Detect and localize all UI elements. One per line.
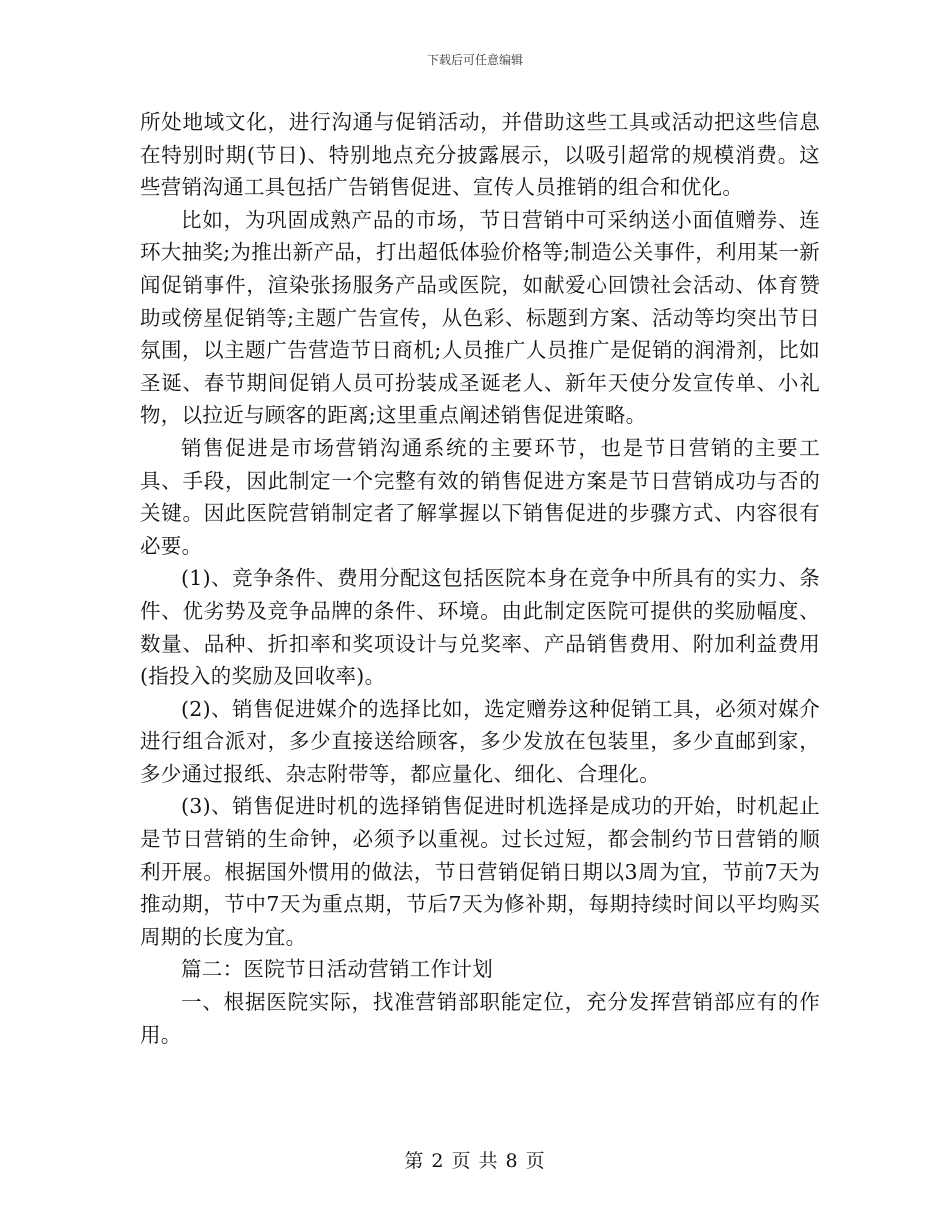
paragraph-sales-promotion: 销售促进是市场营销沟通系统的主要环节，也是节日营销的主要工具、手段，因此制定一个完整有效的销售促进方案是节日营销成功与否的关键。因此医院营销制定者了解掌握以下销售促进的步骤方式、内容很有必要。 (140, 435, 820, 558)
section-heading: 篇二：医院节日活动营销工作计划 (181, 957, 493, 982)
paragraph-item-3: (3)、销售促进时机的选择销售促进时机选择是成功的开始，时机起止是节日营销的生命钟，必须予以重视。过长过短，都会制约节日营销的顺利开展。根据国外惯用的做法，节日营销促销日期以3周为宜，节前7天为推动期，节中7天为重点期，节后7天为修补期，每期持续时间以平均购买周期的长度为宜。 (140, 794, 820, 949)
paragraph-examples: 比如，为巩固成熟产品的市场，节日营销中可采纳送小面值赠券、连环大抽奖;为推出新产品，打出超低体验价格等;制造公关事件，利用某一新闻促销事件，渲染张扬服务产品或医院，如献爱心回馈社会活动、体育赞助或傍星促销等;主题广告宣传，从色彩、标题到方案、活动等均突出节日氛围，以主题广告营造节日商机;人员推广人员推广是促销的润滑剂，比如圣诞、春节期间促销人员可扮装成圣诞老人、新年天使分发宣传单、小礼物，以拉近与顾客的距离;这里重点阐述销售促进策略。 (140, 207, 821, 428)
paragraph-item-1: (1)、竞争条件、费用分配这包括医院本身在竞争中所具有的实力、条件、优劣势及竞争品牌的条件、环境。由此制定医院可提供的奖励幅度、数量、品种、折扣率和奖项设计与兑奖率、产品销售费用、附加利益费用(指投入的奖励及回收率)。 (140, 566, 820, 689)
document-body (140, 106, 820, 1051)
page-number-footer: 第 2 页 共 8 页 (404, 1150, 546, 1172)
paragraph-continuation: 所处地域文化，进行沟通与促销活动，并借助这些工具或活动把这些信息在特别时期(节日)、特别地点充分披露展示，以吸引超常的规模消费。这些营销沟通工具包括广告销售促进、宣传人员推销的组合和优化。 (140, 110, 820, 200)
paragraph-section-point-1: 一、根据医院实际，找准营销部职能定位，充分发挥营销部应有的作用。 (140, 990, 820, 1047)
paragraph-item-2: (2)、销售促进媒介的选择比如，选定赠券这种促销工具，必须对媒介进行组合派对，多少直接送给顾客，多少发放在包装里，多少直邮到家，多少通过报纸、杂志附带等，都应量化、细化、合理化。 (140, 696, 820, 786)
page-header: 下载后可任意编辑 (426, 53, 523, 67)
